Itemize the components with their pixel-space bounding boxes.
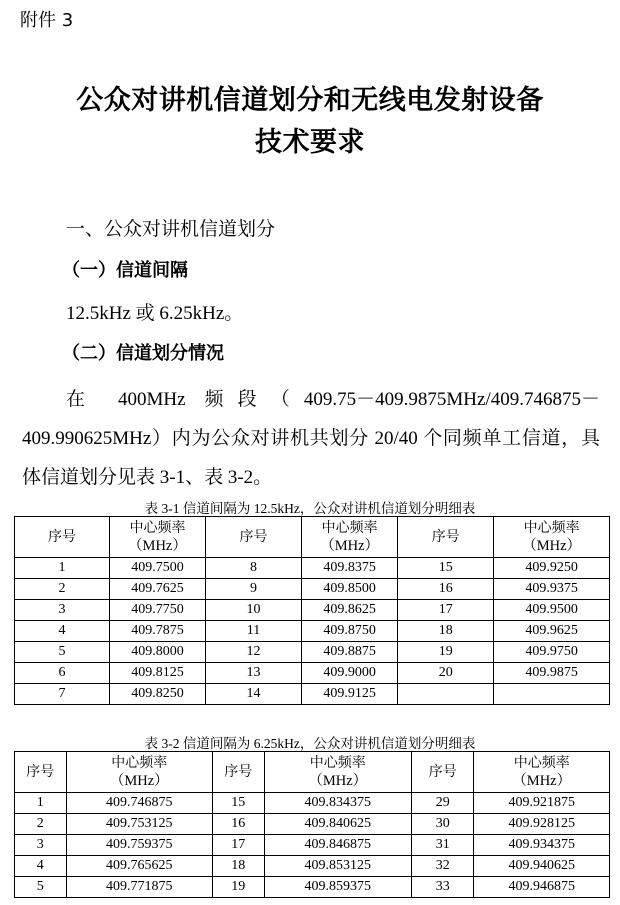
center-frequency-cell: 409.921875 — [474, 793, 610, 814]
channel-table-6-25khz — [14, 751, 610, 898]
center-frequency-cell: 409.9500 — [494, 600, 610, 621]
center-frequency-cell: 409.9375 — [494, 579, 610, 600]
center-frequency-cell: 409.8625 — [302, 600, 398, 621]
table-header-row — [15, 752, 610, 793]
channel-index-cell: 8 — [206, 558, 302, 579]
center-frequency-cell: 409.934375 — [474, 835, 610, 856]
channel-index-cell: 3 — [15, 835, 67, 856]
channel-index-cell: 15 — [398, 558, 494, 579]
header-frequency: 中心频率 （MHz） — [66, 752, 212, 793]
center-frequency-cell: 409.8375 — [302, 558, 398, 579]
header-frequency: 中心频率 （MHz） — [494, 517, 610, 558]
channel-index-cell: 10 — [206, 600, 302, 621]
channel-index-cell: 1 — [15, 558, 110, 579]
center-frequency-cell: 409.8500 — [302, 579, 398, 600]
center-frequency-cell: 409.7500 — [109, 558, 205, 579]
table-row — [15, 642, 610, 663]
center-frequency-cell: 409.746875 — [66, 793, 212, 814]
center-frequency-cell: 409.765625 — [66, 856, 212, 877]
annex-label: 附件 3 — [20, 10, 74, 31]
center-frequency-cell: 409.9000 — [302, 663, 398, 684]
channel-index-cell: 30 — [412, 814, 474, 835]
table-row — [15, 856, 610, 877]
channel-index-cell: 12 — [206, 642, 302, 663]
channel-index-cell: 20 — [398, 663, 494, 684]
table-header-row — [15, 517, 610, 558]
channel-index-cell: 16 — [212, 814, 264, 835]
channel-index-cell: 4 — [15, 856, 67, 877]
channel-table-12-5khz — [14, 516, 610, 705]
channel-index-cell: 1 — [15, 793, 67, 814]
document-title-line1: 公众对讲机信道划分和无线电发射设备 — [76, 85, 544, 116]
channel-spacing-text: 12.5kHz 或 6.25kHz。 — [66, 303, 244, 324]
channel-index-cell: 19 — [398, 642, 494, 663]
channel-index-cell: 17 — [398, 600, 494, 621]
table-row — [15, 663, 610, 684]
center-frequency-cell: 409.834375 — [264, 793, 412, 814]
header-frequency: 中心频率 （MHz） — [264, 752, 412, 793]
header-frequency: 中心频率 （MHz） — [474, 752, 610, 793]
channel-index-cell: 14 — [206, 684, 302, 705]
table-row — [15, 558, 610, 579]
channel-index-cell: 33 — [412, 877, 474, 898]
center-frequency-cell: 409.8250 — [109, 684, 205, 705]
center-frequency-cell: 409.9250 — [494, 558, 610, 579]
channel-index-cell: 32 — [412, 856, 474, 877]
table2-caption: 表 3-2 信道间隔为 6.25kHz，公众对讲机信道划分明细表 — [144, 736, 476, 751]
header-index: 序号 — [212, 752, 264, 793]
channel-index-cell: 17 — [212, 835, 264, 856]
channel-index-cell: 2 — [15, 579, 110, 600]
channel-index-cell: 2 — [15, 814, 67, 835]
subsection2-heading: （二）信道划分情况 — [62, 343, 224, 364]
channel-index-cell: 11 — [206, 621, 302, 642]
channel-index-cell: 7 — [15, 684, 110, 705]
center-frequency-cell: 409.759375 — [66, 835, 212, 856]
header-index: 序号 — [15, 752, 67, 793]
channel-index-cell: 5 — [15, 642, 110, 663]
center-frequency-cell — [494, 684, 610, 705]
center-frequency-cell: 409.859375 — [264, 877, 412, 898]
channel-index-cell: 9 — [206, 579, 302, 600]
subsection1-heading: （一）信道间隔 — [62, 260, 188, 281]
table-row — [15, 621, 610, 642]
center-frequency-cell: 409.853125 — [264, 856, 412, 877]
center-frequency-cell: 409.7750 — [109, 600, 205, 621]
center-frequency-cell: 409.8750 — [302, 621, 398, 642]
table-row — [15, 579, 610, 600]
table1-caption: 表 3-1 信道间隔为 12.5kHz，公众对讲机信道划分明细表 — [144, 501, 476, 516]
table-row — [15, 814, 610, 835]
document-title-line2: 技术要求 — [255, 127, 365, 158]
header-frequency: 中心频率 （MHz） — [302, 517, 398, 558]
center-frequency-cell: 409.8000 — [109, 642, 205, 663]
channel-index-cell: 3 — [15, 600, 110, 621]
channel-index-cell: 13 — [206, 663, 302, 684]
center-frequency-cell: 409.8125 — [109, 663, 205, 684]
channel-index-cell: 15 — [212, 793, 264, 814]
center-frequency-cell: 409.7875 — [109, 621, 205, 642]
channel-index-cell: 4 — [15, 621, 110, 642]
header-index: 序号 — [206, 517, 302, 558]
section1-heading: 一、公众对讲机信道划分 — [66, 218, 276, 240]
channel-index-cell — [398, 684, 494, 705]
center-frequency-cell: 409.9625 — [494, 621, 610, 642]
header-frequency: 中心频率 （MHz） — [109, 517, 205, 558]
center-frequency-cell: 409.7625 — [109, 579, 205, 600]
header-index: 序号 — [15, 517, 110, 558]
header-index: 序号 — [398, 517, 494, 558]
center-frequency-cell: 409.771875 — [66, 877, 212, 898]
channel-index-cell: 29 — [412, 793, 474, 814]
channel-index-cell: 19 — [212, 877, 264, 898]
center-frequency-cell: 409.946875 — [474, 877, 610, 898]
channel-index-cell: 18 — [212, 856, 264, 877]
center-frequency-cell: 409.753125 — [66, 814, 212, 835]
channel-index-cell: 31 — [412, 835, 474, 856]
table-row — [15, 835, 610, 856]
center-frequency-cell: 409.846875 — [264, 835, 412, 856]
center-frequency-cell: 409.9125 — [302, 684, 398, 705]
channel-division-paragraph: 在 400MHz 频段（409.75－409.9875MHz/409.746875－409.990625MHz）内为公众对讲机共划分 20/40 个同频单工信道，具体信道划分见表 3-1、表 3-2。 — [22, 389, 600, 488]
table-row — [15, 793, 610, 814]
center-frequency-cell: 409.928125 — [474, 814, 610, 835]
center-frequency-cell: 409.8875 — [302, 642, 398, 663]
channel-index-cell: 6 — [15, 663, 110, 684]
center-frequency-cell: 409.840625 — [264, 814, 412, 835]
channel-index-cell: 5 — [15, 877, 67, 898]
table-row — [15, 600, 610, 621]
table-row — [15, 877, 610, 898]
channel-index-cell: 16 — [398, 579, 494, 600]
center-frequency-cell: 409.940625 — [474, 856, 610, 877]
center-frequency-cell: 409.9875 — [494, 663, 610, 684]
header-index: 序号 — [412, 752, 474, 793]
channel-index-cell: 18 — [398, 621, 494, 642]
table-row — [15, 684, 610, 705]
center-frequency-cell: 409.9750 — [494, 642, 610, 663]
